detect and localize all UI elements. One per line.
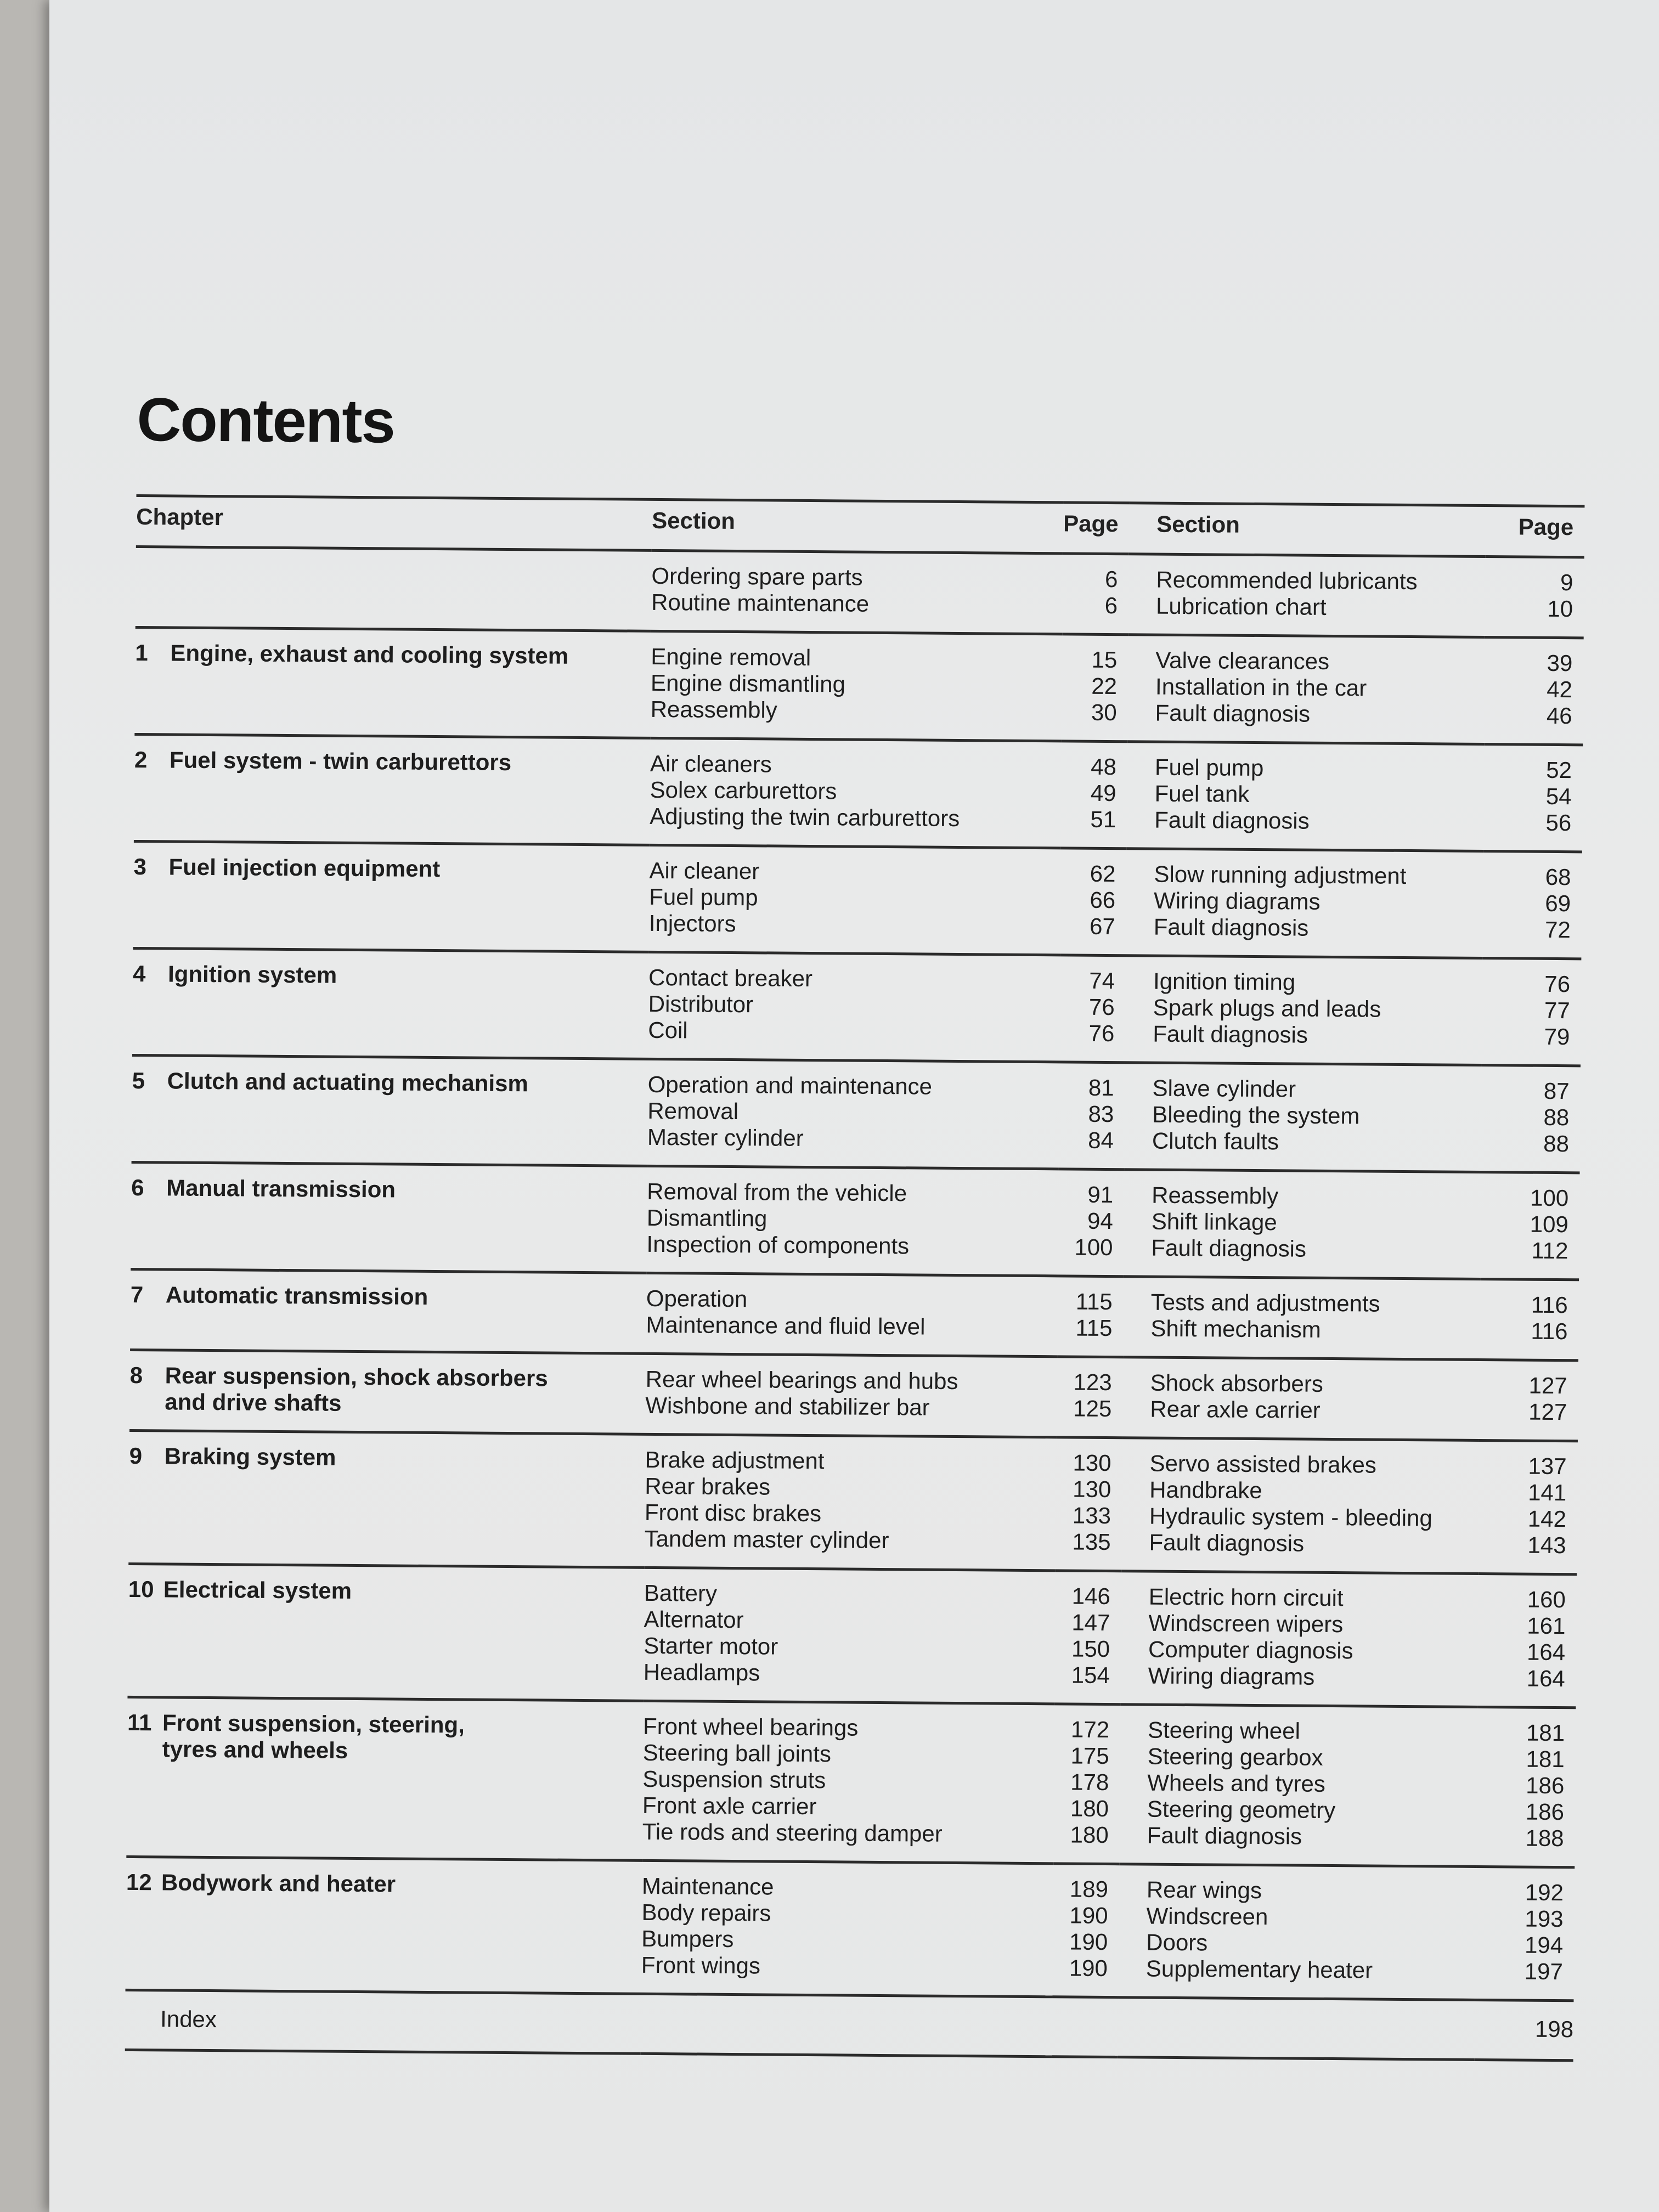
chapter-number: 11 — [127, 1709, 152, 1736]
section-entry-cell — [641, 1860, 1054, 1996]
page-number: 68 — [1545, 864, 1571, 890]
chapter-title: Clutch and actuating mechanism — [167, 1068, 528, 1097]
section-entry: Air cleaners — [650, 750, 772, 777]
section-entry: Steering ball joints — [642, 1739, 832, 1767]
chapter-number: 10 — [128, 1576, 154, 1602]
section-entry: Supplementary heater — [1146, 1955, 1373, 1983]
chapter-title: Engine, exhaust and cooling system — [170, 640, 569, 669]
page-number: 72 — [1544, 916, 1571, 943]
section-entry-cell — [646, 1273, 1058, 1356]
page-number: 76 — [1088, 1020, 1115, 1047]
page-number: 123 — [1073, 1369, 1112, 1396]
section-entry-cell — [648, 845, 1060, 955]
section-entry: Removal from the vehicle — [647, 1178, 907, 1206]
section-entry: Reassembly — [1152, 1182, 1279, 1209]
chapter-row — [134, 627, 1583, 744]
section-entry: Computer diagnosis — [1148, 1636, 1353, 1664]
page-number: 88 — [1543, 1104, 1570, 1131]
header-section: Section — [1129, 503, 1486, 557]
page-number: 48 — [1091, 753, 1117, 780]
section-entry-cell — [1124, 1170, 1481, 1279]
page-number: 186 — [1526, 1772, 1565, 1799]
section-entry-cell — [644, 1434, 1057, 1570]
section-entry-cell — [642, 1701, 1054, 1863]
section-entry: Recommended lubricants — [1156, 566, 1418, 595]
chapter-number: 9 — [129, 1442, 143, 1469]
chapter-number: 12 — [126, 1869, 152, 1895]
section-entry: Contact breaker — [648, 964, 813, 992]
chapter-row — [128, 1430, 1578, 1574]
section-entry-cell — [1128, 554, 1486, 637]
section-entry: Dismantling — [646, 1204, 768, 1232]
page-number-cell — [1054, 1571, 1121, 1705]
chapter-title: Fuel injection equipment — [168, 854, 441, 882]
page-number: 54 — [1545, 783, 1572, 810]
section-entry: Body repairs — [641, 1899, 771, 1926]
section-entry: Shift mechanism — [1150, 1315, 1322, 1342]
page-number-cell — [1059, 1062, 1125, 1170]
chapter-cell — [132, 948, 648, 1059]
chapter-row — [129, 1350, 1578, 1441]
section-entry: Alternator — [644, 1606, 744, 1633]
page-number: 154 — [1071, 1662, 1110, 1689]
page-number-cell — [1059, 955, 1126, 1063]
page-number-cell — [1063, 554, 1129, 635]
page-number-cell — [1062, 634, 1128, 742]
chapter-title: Electrical system — [163, 1576, 352, 1604]
page-number-cell — [1060, 848, 1126, 956]
section-entry: Reassembly — [650, 696, 777, 723]
section-entry: Fuel tank — [1154, 780, 1250, 807]
page-number-cell — [1478, 1440, 1578, 1574]
index-page: 198 — [1475, 2000, 1574, 2060]
chapter-title: Automatic transmission — [165, 1282, 428, 1310]
chapter-number: 2 — [134, 746, 148, 773]
section-entry: Injectors — [648, 910, 736, 937]
page-number-cell — [1057, 1357, 1123, 1438]
page-number: 180 — [1070, 1821, 1109, 1848]
page-number: 51 — [1090, 806, 1116, 833]
page-number: 74 — [1089, 967, 1115, 994]
page-title: Contents — [137, 385, 395, 456]
page-number: 22 — [1091, 673, 1118, 699]
section-entry-cell — [648, 952, 1060, 1062]
section-entry: Steering gearbox — [1147, 1743, 1323, 1770]
page-number: 130 — [1073, 1449, 1111, 1476]
section-entry: Engine dismantling — [650, 669, 846, 697]
section-entry: Headlamps — [643, 1658, 760, 1686]
section-entry: Shock absorbers — [1150, 1369, 1324, 1397]
page-number-cell — [1057, 1276, 1124, 1357]
page-number: 143 — [1527, 1532, 1566, 1559]
section-entry: Front disc brakes — [644, 1499, 822, 1527]
page-number: 164 — [1526, 1639, 1566, 1666]
page-number: 125 — [1073, 1395, 1112, 1422]
page-number: 116 — [1531, 1318, 1568, 1345]
section-entry: Lubrication chart — [1155, 592, 1327, 620]
chapter-row — [133, 841, 1582, 958]
page-number: 100 — [1074, 1234, 1113, 1261]
chapter-cell — [133, 841, 649, 952]
section-entry: Valve clearances — [1155, 647, 1330, 674]
page-number: 147 — [1071, 1609, 1110, 1636]
chapter-number: 5 — [132, 1067, 145, 1094]
section-entry: Operation — [646, 1285, 748, 1312]
section-entry: Rear brakes — [645, 1472, 771, 1500]
section-entry: Windscreen wipers — [1148, 1610, 1344, 1638]
page-number: 150 — [1071, 1635, 1110, 1662]
section-entry: Brake adjustment — [645, 1446, 825, 1474]
page-number: 181 — [1526, 1746, 1565, 1773]
section-entry: Engine removal — [651, 643, 811, 671]
section-entry-cell — [650, 631, 1062, 741]
page-number: 42 — [1547, 676, 1573, 703]
page-number: 172 — [1070, 1716, 1110, 1743]
page-number: 6 — [1104, 566, 1118, 592]
section-entry: Rear wheel bearings and hubs — [645, 1365, 958, 1395]
page-number-cell — [1477, 1573, 1577, 1707]
section-entry: Windscreen — [1146, 1903, 1268, 1930]
page-number: 190 — [1069, 1902, 1108, 1929]
section-entry: Wiring diagrams — [1148, 1662, 1315, 1690]
section-entry: Fault diagnosis — [1155, 699, 1311, 727]
page-number: 115 — [1075, 1314, 1113, 1341]
section-entry: Fault diagnosis — [1153, 913, 1309, 941]
page-number: 190 — [1069, 1955, 1108, 1982]
page-number: 15 — [1091, 646, 1118, 673]
section-entry: Fault diagnosis — [1147, 1822, 1302, 1849]
page-number: 178 — [1070, 1769, 1109, 1796]
page-number: 77 — [1544, 997, 1570, 1024]
section-entry: Front axle carrier — [642, 1792, 817, 1820]
section-entry: Tie rods and steering damper — [642, 1818, 943, 1847]
section-entry: Slave cylinder — [1152, 1075, 1296, 1102]
page-number-cell — [1480, 1279, 1579, 1360]
section-entry: Wiring diagrams — [1153, 887, 1321, 915]
page-number: 109 — [1530, 1211, 1569, 1238]
page-number-cell — [1483, 744, 1583, 852]
page-number: 76 — [1544, 970, 1571, 997]
section-entry: Adjusting the twin carburettors — [650, 803, 960, 832]
page-number: 175 — [1070, 1742, 1109, 1769]
chapter-number: 1 — [135, 639, 148, 666]
chapter-number: 6 — [131, 1174, 144, 1201]
page-number: 127 — [1528, 1398, 1567, 1425]
section-entry: Bleeding the system — [1152, 1101, 1360, 1129]
section-entry: Fault diagnosis — [1149, 1529, 1305, 1556]
section-entry: Maintenance — [641, 1872, 774, 1900]
section-entry: Wheels and tyres — [1147, 1769, 1326, 1797]
chapter-row — [134, 734, 1583, 851]
section-entry-cell — [1118, 1864, 1476, 2000]
section-entry: Coil — [648, 1017, 688, 1043]
section-entry: Starter motor — [643, 1632, 778, 1660]
section-entry-cell — [651, 550, 1063, 634]
section-entry: Tandem master cylinder — [644, 1525, 889, 1554]
page-number: 100 — [1530, 1184, 1569, 1211]
section-entry: Tests and adjustments — [1150, 1289, 1380, 1317]
section-entry: Ignition timing — [1153, 968, 1296, 995]
section-entry-cell — [650, 738, 1062, 848]
page-number: 10 — [1547, 595, 1573, 622]
page-number: 91 — [1087, 1181, 1114, 1208]
page-number: 66 — [1090, 887, 1116, 913]
page-number: 180 — [1070, 1795, 1109, 1822]
chapter-cell — [127, 1564, 644, 1701]
section-entry: Air cleaner — [649, 857, 760, 884]
page-number-cell — [1485, 557, 1584, 638]
page-number: 193 — [1525, 1905, 1564, 1932]
page-number: 9 — [1560, 569, 1573, 596]
chapter-cell — [126, 1857, 642, 1994]
page-number: 137 — [1528, 1453, 1567, 1480]
chapter-row — [126, 1857, 1575, 2000]
header-page: Page — [1063, 503, 1130, 554]
section-entry-cell — [1120, 1571, 1478, 1707]
page-number-cell — [1052, 1864, 1119, 1997]
page-number: 192 — [1525, 1879, 1564, 1906]
page-number: 84 — [1088, 1127, 1114, 1154]
page-number: 46 — [1546, 702, 1572, 729]
page-number: 52 — [1546, 757, 1572, 783]
section-entry-cell — [1122, 1357, 1480, 1441]
chapter-row — [136, 546, 1584, 637]
section-entry: Master cylinder — [647, 1124, 804, 1151]
section-entry: Front wheel bearings — [642, 1713, 859, 1741]
page-number-cell — [1475, 1866, 1575, 2000]
page-number: 6 — [1104, 592, 1118, 619]
page-number: 39 — [1547, 650, 1573, 676]
index-label: Index — [160, 2006, 217, 2033]
page-number-cell — [1482, 851, 1582, 959]
contents-table — [125, 494, 1585, 2062]
page-number: 83 — [1088, 1101, 1114, 1127]
page-number-cell — [1061, 741, 1127, 849]
page-number: 135 — [1072, 1528, 1111, 1555]
section-entry: Operation and maintenance — [647, 1071, 933, 1099]
page-number: 188 — [1525, 1825, 1564, 1852]
book-page — [49, 0, 1659, 2212]
page-number: 30 — [1091, 699, 1117, 726]
chapter-title: Bodywork and heater — [161, 1869, 396, 1897]
page-number: 79 — [1544, 1023, 1570, 1050]
section-entry: Inspection of components — [646, 1231, 910, 1259]
page-number: 160 — [1527, 1586, 1566, 1613]
header-section: Section — [652, 499, 1064, 553]
chapter-number: 8 — [129, 1362, 143, 1389]
page-number: 127 — [1528, 1372, 1567, 1399]
chapter-title: Rear suspension, shock absorbers and drive shafts — [165, 1362, 548, 1416]
chapter-row — [127, 1564, 1577, 1707]
section-entry: Handbrake — [1149, 1476, 1262, 1504]
section-entry-cell — [1127, 742, 1484, 851]
page-number: 56 — [1545, 809, 1572, 836]
chapter-cell — [131, 1162, 647, 1273]
section-entry-cell — [1127, 635, 1485, 744]
section-entry: Battery — [644, 1579, 718, 1606]
page-number: 194 — [1524, 1932, 1564, 1959]
section-entry-cell — [646, 1166, 1058, 1276]
section-entry-cell — [1126, 849, 1483, 958]
section-entry: Fault diagnosis — [1151, 1234, 1307, 1262]
section-entry: Bumpers — [641, 1925, 734, 1953]
section-entry: Fuel pump — [649, 883, 758, 911]
chapter-row — [132, 948, 1581, 1065]
chapter-number: 7 — [130, 1281, 144, 1308]
page-number: 161 — [1527, 1612, 1566, 1639]
chapter-cell — [128, 1430, 645, 1567]
chapter-title: Manual transmission — [166, 1175, 396, 1203]
chapter-cell — [130, 1269, 646, 1353]
page-number: 49 — [1090, 780, 1116, 806]
page-number: 112 — [1531, 1237, 1568, 1264]
chapter-cell — [132, 1055, 648, 1166]
section-entry: Clutch faults — [1152, 1127, 1279, 1155]
page-number-cell — [1480, 1172, 1579, 1279]
page-number: 81 — [1088, 1074, 1114, 1101]
section-entry: Spark plugs and leads — [1153, 994, 1381, 1022]
section-entry: Electric horn circuit — [1148, 1583, 1344, 1611]
section-entry-cell — [1121, 1438, 1479, 1574]
page-number: 164 — [1526, 1665, 1565, 1692]
section-entry: Steering geometry — [1147, 1796, 1336, 1824]
section-entry: Installation in the car — [1155, 673, 1367, 701]
chapter-cell — [126, 1697, 643, 1860]
page-number: 190 — [1069, 1928, 1108, 1955]
chapter-row — [130, 1269, 1579, 1360]
contents-sheet — [125, 384, 1585, 2062]
chapter-row — [126, 1697, 1576, 1867]
page-number-cell — [1484, 637, 1583, 745]
page-number: 181 — [1526, 1719, 1565, 1746]
section-entry: Rear axle carrier — [1150, 1396, 1321, 1423]
page-number: 197 — [1524, 1958, 1564, 1985]
section-entry: Shift linkage — [1151, 1208, 1277, 1235]
header-page: Page — [1486, 506, 1585, 557]
section-entry: Distributor — [648, 990, 754, 1018]
page-number: 186 — [1525, 1798, 1565, 1825]
section-entry: Front wings — [641, 1951, 761, 1979]
section-entry: Routine maintenance — [651, 589, 870, 617]
section-entry-cell — [1123, 1277, 1480, 1360]
page-number: 87 — [1543, 1077, 1570, 1104]
index-row — [125, 1990, 1574, 2060]
section-entry-cell — [1119, 1705, 1477, 1867]
chapter-cell — [136, 546, 652, 631]
page-number-cell — [1053, 1704, 1120, 1864]
page-number: 142 — [1527, 1505, 1567, 1532]
chapter-number: 4 — [132, 960, 146, 987]
page-number-cell — [1482, 958, 1581, 1066]
section-entry: Fault diagnosis — [1154, 806, 1310, 834]
page-number: 94 — [1087, 1207, 1114, 1234]
section-entry: Removal — [647, 1097, 739, 1125]
chapter-row — [132, 1055, 1581, 1172]
section-entry: Wishbone and stabilizer bar — [645, 1392, 930, 1420]
section-entry: Ordering spare parts — [651, 562, 863, 590]
chapter-cell — [134, 627, 651, 738]
section-entry: Maintenance and fluid level — [646, 1311, 926, 1340]
section-entry-cell — [1125, 956, 1482, 1065]
page-number: 130 — [1073, 1476, 1111, 1503]
page-number: 115 — [1075, 1288, 1113, 1315]
section-entry-cell — [647, 1059, 1059, 1169]
section-entry: Hydraulic system - bleeding — [1149, 1503, 1432, 1531]
page-number-cell — [1481, 1065, 1581, 1172]
chapter-title: Front suspension, steering, tyres and wheels — [162, 1709, 465, 1763]
chapter-title: Ignition system — [167, 961, 337, 988]
page-number-cell — [1058, 1169, 1124, 1277]
section-entry: Servo assisted brakes — [1149, 1450, 1376, 1478]
section-entry: Solex carburettors — [650, 776, 837, 804]
section-entry: Rear wings — [1146, 1876, 1262, 1904]
page-number-cell — [1479, 1359, 1578, 1441]
page-number: 88 — [1543, 1130, 1570, 1157]
chapter-row — [131, 1162, 1579, 1279]
chapter-title: Fuel system - twin carburettors — [169, 747, 512, 776]
page-number-cell — [1056, 1437, 1122, 1571]
page-number: 62 — [1090, 860, 1116, 887]
chapter-cell — [129, 1350, 646, 1434]
page-number: 146 — [1071, 1583, 1111, 1610]
chapter-title: Braking system — [164, 1443, 336, 1470]
page-number: 116 — [1531, 1291, 1568, 1318]
page-number: 133 — [1072, 1502, 1111, 1529]
page-number: 67 — [1089, 913, 1115, 940]
section-entry: Doors — [1146, 1929, 1208, 1956]
page-number: 76 — [1088, 994, 1115, 1020]
section-entry-cell — [645, 1353, 1057, 1437]
section-entry: Suspension struts — [642, 1765, 826, 1793]
page-number: 141 — [1528, 1479, 1567, 1506]
section-entry: Steering wheel — [1147, 1717, 1301, 1744]
chapter-cell — [134, 734, 650, 845]
page-number: 69 — [1545, 890, 1571, 917]
chapter-number: 3 — [133, 853, 147, 880]
page-number-cell — [1476, 1707, 1576, 1867]
header-chapter: Chapter — [136, 495, 652, 550]
section-entry-cell — [643, 1567, 1056, 1703]
page-number: 189 — [1069, 1876, 1109, 1903]
section-entry: Slow running adjustment — [1154, 861, 1407, 889]
section-entry-cell — [1125, 1063, 1482, 1172]
section-entry: Fault diagnosis — [1153, 1020, 1308, 1048]
contents-rows — [126, 546, 1584, 2000]
section-entry: Fuel pump — [1154, 754, 1264, 781]
